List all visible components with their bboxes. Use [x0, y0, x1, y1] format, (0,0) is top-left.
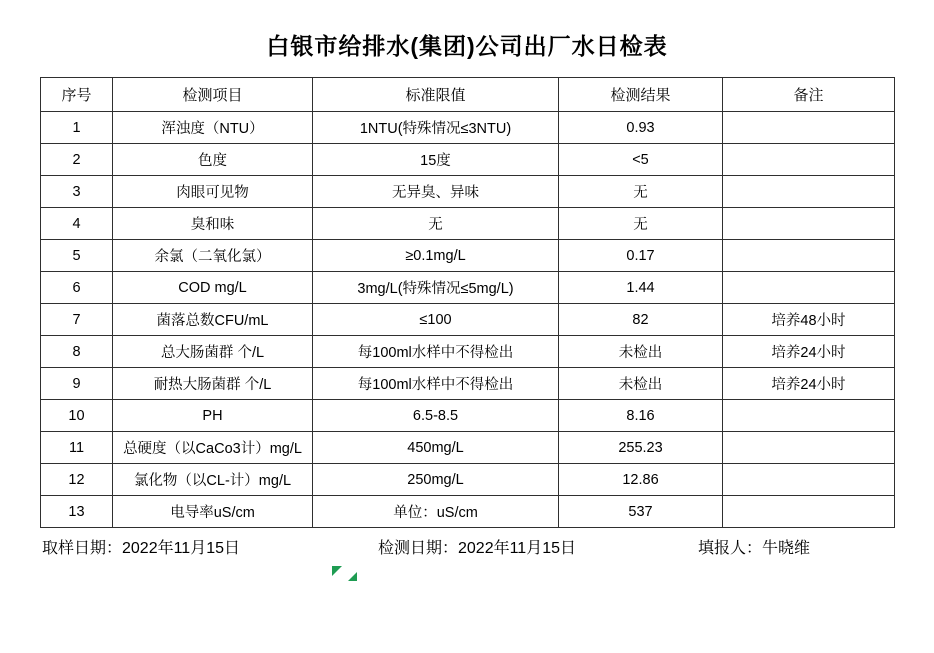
cell-result: 1.44 [559, 272, 723, 304]
cell-remark: 培养48小时 [723, 304, 895, 336]
cell-standard: 每100ml水样中不得检出 [313, 368, 559, 400]
table-row [41, 112, 895, 144]
cell-result: 未检出 [559, 336, 723, 368]
cell-result: 82 [559, 304, 723, 336]
cell-item: 色度 [113, 144, 313, 176]
cell-item: 余氯（二氧化氯） [113, 240, 313, 272]
cell-result: 未检出 [559, 368, 723, 400]
cell-remark: 培养24小时 [723, 336, 895, 368]
cell-remark [723, 464, 895, 496]
cell-item: 肉眼可见物 [113, 176, 313, 208]
cell-index: 13 [41, 496, 113, 528]
table-row [41, 144, 895, 176]
cell-standard: 6.5-8.5 [313, 400, 559, 432]
cell-remark [723, 176, 895, 208]
footer [0, 535, 934, 561]
green-marker-icon [332, 566, 342, 576]
table-row [41, 304, 895, 336]
cell-remark [723, 144, 895, 176]
cell-result: 537 [559, 496, 723, 528]
table-row [41, 208, 895, 240]
cell-index: 6 [41, 272, 113, 304]
cell-item: PH [113, 400, 313, 432]
cell-result: 无 [559, 208, 723, 240]
column-header-index: 序号 [41, 78, 113, 112]
cell-item: 耐热大肠菌群 个/L [113, 368, 313, 400]
cell-standard: 250mg/L [313, 464, 559, 496]
cell-index: 7 [41, 304, 113, 336]
cell-standard: 无 [313, 208, 559, 240]
cell-remark [723, 272, 895, 304]
cell-result: 255.23 [559, 432, 723, 464]
cell-remark [723, 432, 895, 464]
column-header-standard: 标准限值 [313, 78, 559, 112]
cell-remark: 培养24小时 [723, 368, 895, 400]
cell-item: 菌落总数CFU/mL [113, 304, 313, 336]
cell-standard: 1NTU(特殊情况≤3NTU) [313, 112, 559, 144]
cell-item: 臭和味 [113, 208, 313, 240]
table-row [41, 464, 895, 496]
page-title: 白银市给排水(集团)公司出厂水日检表 [266, 33, 668, 59]
cell-item: 总硬度（以CaCo3计）mg/L [113, 432, 313, 464]
cell-item: COD mg/L [113, 272, 313, 304]
cell-index: 1 [41, 112, 113, 144]
cell-remark [723, 400, 895, 432]
table-body [41, 112, 895, 528]
column-header-result: 检测结果 [559, 78, 723, 112]
cell-standard: 每100ml水样中不得检出 [313, 336, 559, 368]
cell-remark [723, 496, 895, 528]
cell-result: 12.86 [559, 464, 723, 496]
cell-index: 4 [41, 208, 113, 240]
cell-standard: 单位：uS/cm [313, 496, 559, 528]
column-header-item: 检测项目 [113, 78, 313, 112]
cell-remark [723, 112, 895, 144]
cell-standard: 450mg/L [313, 432, 559, 464]
cell-result: <5 [559, 144, 723, 176]
table-row [41, 496, 895, 528]
cell-item: 电导率uS/cm [113, 496, 313, 528]
table-header-row [41, 78, 895, 112]
cell-result: 无 [559, 176, 723, 208]
cell-item: 总大肠菌群 个/L [113, 336, 313, 368]
cell-standard: ≤100 [313, 304, 559, 336]
cell-standard: 15度 [313, 144, 559, 176]
table-row [41, 240, 895, 272]
cell-index: 9 [41, 368, 113, 400]
cell-index: 10 [41, 400, 113, 432]
cell-standard: 3mg/L(特殊情况≤5mg/L) [313, 272, 559, 304]
cell-standard: 无异臭、异味 [313, 176, 559, 208]
table-header [41, 78, 895, 112]
sample-date-label: 取样日期：2022年11月15日 [42, 540, 241, 557]
table-row [41, 400, 895, 432]
cell-item: 氯化物（以CL-计）mg/L [113, 464, 313, 496]
column-header-remark: 备注 [723, 78, 895, 112]
cell-index: 2 [41, 144, 113, 176]
water-quality-table [40, 77, 895, 528]
cell-result: 8.16 [559, 400, 723, 432]
table-row [41, 432, 895, 464]
cell-index: 12 [41, 464, 113, 496]
cell-index: 11 [41, 432, 113, 464]
reporter-label: 填报人：牛晓维 [698, 540, 811, 557]
cell-standard: ≥0.1mg/L [313, 240, 559, 272]
table-row [41, 176, 895, 208]
cell-index: 3 [41, 176, 113, 208]
cell-item: 浑浊度（NTU） [113, 112, 313, 144]
cell-remark [723, 208, 895, 240]
table-row [41, 272, 895, 304]
cell-index: 8 [41, 336, 113, 368]
table-row [41, 336, 895, 368]
table-row [41, 368, 895, 400]
cell-remark [723, 240, 895, 272]
cell-result: 0.17 [559, 240, 723, 272]
test-date-label: 检测日期：2022年11月15日 [378, 540, 577, 557]
cell-result: 0.93 [559, 112, 723, 144]
table-container [0, 77, 934, 528]
green-marker-icon [348, 572, 357, 581]
cell-index: 5 [41, 240, 113, 272]
